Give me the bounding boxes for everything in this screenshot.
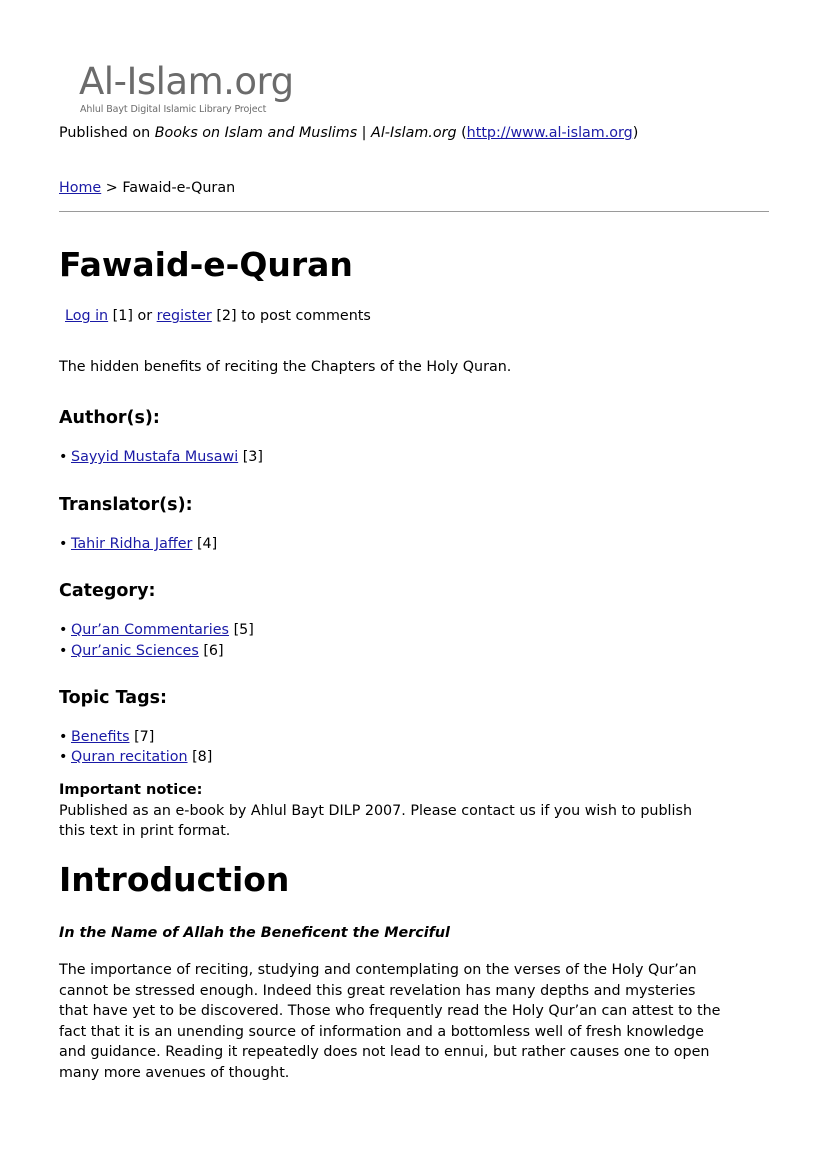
breadcrumb-home-link[interactable]: Home — [59, 180, 102, 196]
published-line — [59, 123, 638, 143]
category-link[interactable]: Qur’anic Sciences — [71, 643, 199, 659]
category-link[interactable]: Qur’an Commentaries — [71, 622, 230, 638]
page-title: Fawaid-e-Quran — [59, 245, 353, 284]
site-url-link[interactable]: http://www.al-islam.org — [466, 125, 633, 141]
published-site: Books on Islam and Muslims | Al-Islam.org — [154, 125, 457, 141]
notice-line: this text in print format. — [59, 823, 231, 839]
category-heading: Category: — [59, 581, 156, 601]
ref-number: [3] — [242, 449, 263, 465]
site-logo[interactable] — [79, 60, 311, 120]
login-line — [65, 306, 371, 326]
bullet-icon: • — [59, 622, 68, 638]
ref-number: [8] — [192, 749, 213, 765]
logo-wordmark: Al-Islam.org — [79, 60, 294, 103]
bullet-icon: • — [59, 449, 68, 465]
register-link[interactable]: register — [156, 308, 212, 324]
introduction-heading: Introduction — [59, 860, 290, 899]
logo-tagline: Ahlul Bayt Digital Islamic Library Project — [80, 104, 267, 115]
authors-heading: Author(s): — [59, 408, 160, 428]
breadcrumb — [59, 178, 235, 198]
list-item — [59, 727, 154, 747]
breadcrumb-separator: > — [105, 180, 118, 196]
ref-number: [5] — [233, 622, 254, 638]
published-prefix: Published on — [59, 125, 151, 141]
bullet-icon: • — [59, 643, 68, 659]
tag-link[interactable]: Quran recitation — [71, 749, 188, 765]
ref-number: [7] — [134, 729, 155, 745]
basmala: In the Name of Allah the Beneficent the Merciful — [59, 925, 450, 941]
login-suffix: to post comments — [241, 308, 371, 324]
list-item — [59, 747, 212, 767]
header-divider — [59, 211, 769, 212]
published-close-paren: ) — [632, 125, 639, 141]
list-item — [59, 534, 217, 554]
notice-heading: Important notice: — [59, 782, 203, 798]
author-link[interactable]: Sayyid Mustafa Musawi — [71, 449, 239, 465]
translator-link[interactable]: Tahir Ridha Jaffer — [71, 536, 193, 552]
published-open-paren: ( — [461, 125, 467, 141]
translators-heading: Translator(s): — [59, 495, 193, 515]
paragraph-line: that have yet to be discovered. Those who frequently read the Holy Qur’an can attest to the — [59, 1003, 721, 1019]
breadcrumb-current: Fawaid-e-Quran — [122, 180, 236, 196]
book-summary: The hidden benefits of reciting the Chapters of the Holy Quran. — [59, 359, 512, 375]
bullet-icon: • — [59, 749, 68, 765]
bullet-icon: • — [59, 536, 68, 552]
list-item — [59, 447, 263, 467]
paragraph-line: fact that it is an unending source of information and a bottomless well of fresh knowledge — [59, 1023, 704, 1040]
paragraph-line: cannot be stressed enough. Indeed this great revelation has many depths and mysteries — [59, 982, 696, 999]
login-link[interactable]: Log in — [65, 308, 109, 324]
bullet-icon: • — [59, 729, 68, 745]
notice-line: Published as an e-book by Ahlul Bayt DILP 2007. Please contact us if you wish to publish — [59, 803, 693, 819]
list-item — [59, 620, 254, 640]
login-ref: [1] — [112, 308, 133, 324]
paragraph-line: The importance of reciting, studying and contemplating on the verses of the Holy Qur’an — [59, 962, 697, 978]
login-or: or — [137, 308, 153, 324]
introduction-paragraph — [59, 960, 771, 1083]
list-item — [59, 641, 224, 661]
paragraph-line: and guidance. Reading it repeatedly does not lead to ennui, but rather causes one to open — [59, 1044, 710, 1060]
ref-number: [6] — [203, 643, 224, 659]
tag-link[interactable]: Benefits — [71, 729, 130, 745]
ref-number: [4] — [196, 536, 218, 552]
paragraph-line: many more avenues of thought. — [59, 1064, 290, 1081]
tags-heading: Topic Tags: — [59, 688, 168, 708]
register-ref: [2] — [216, 308, 237, 324]
